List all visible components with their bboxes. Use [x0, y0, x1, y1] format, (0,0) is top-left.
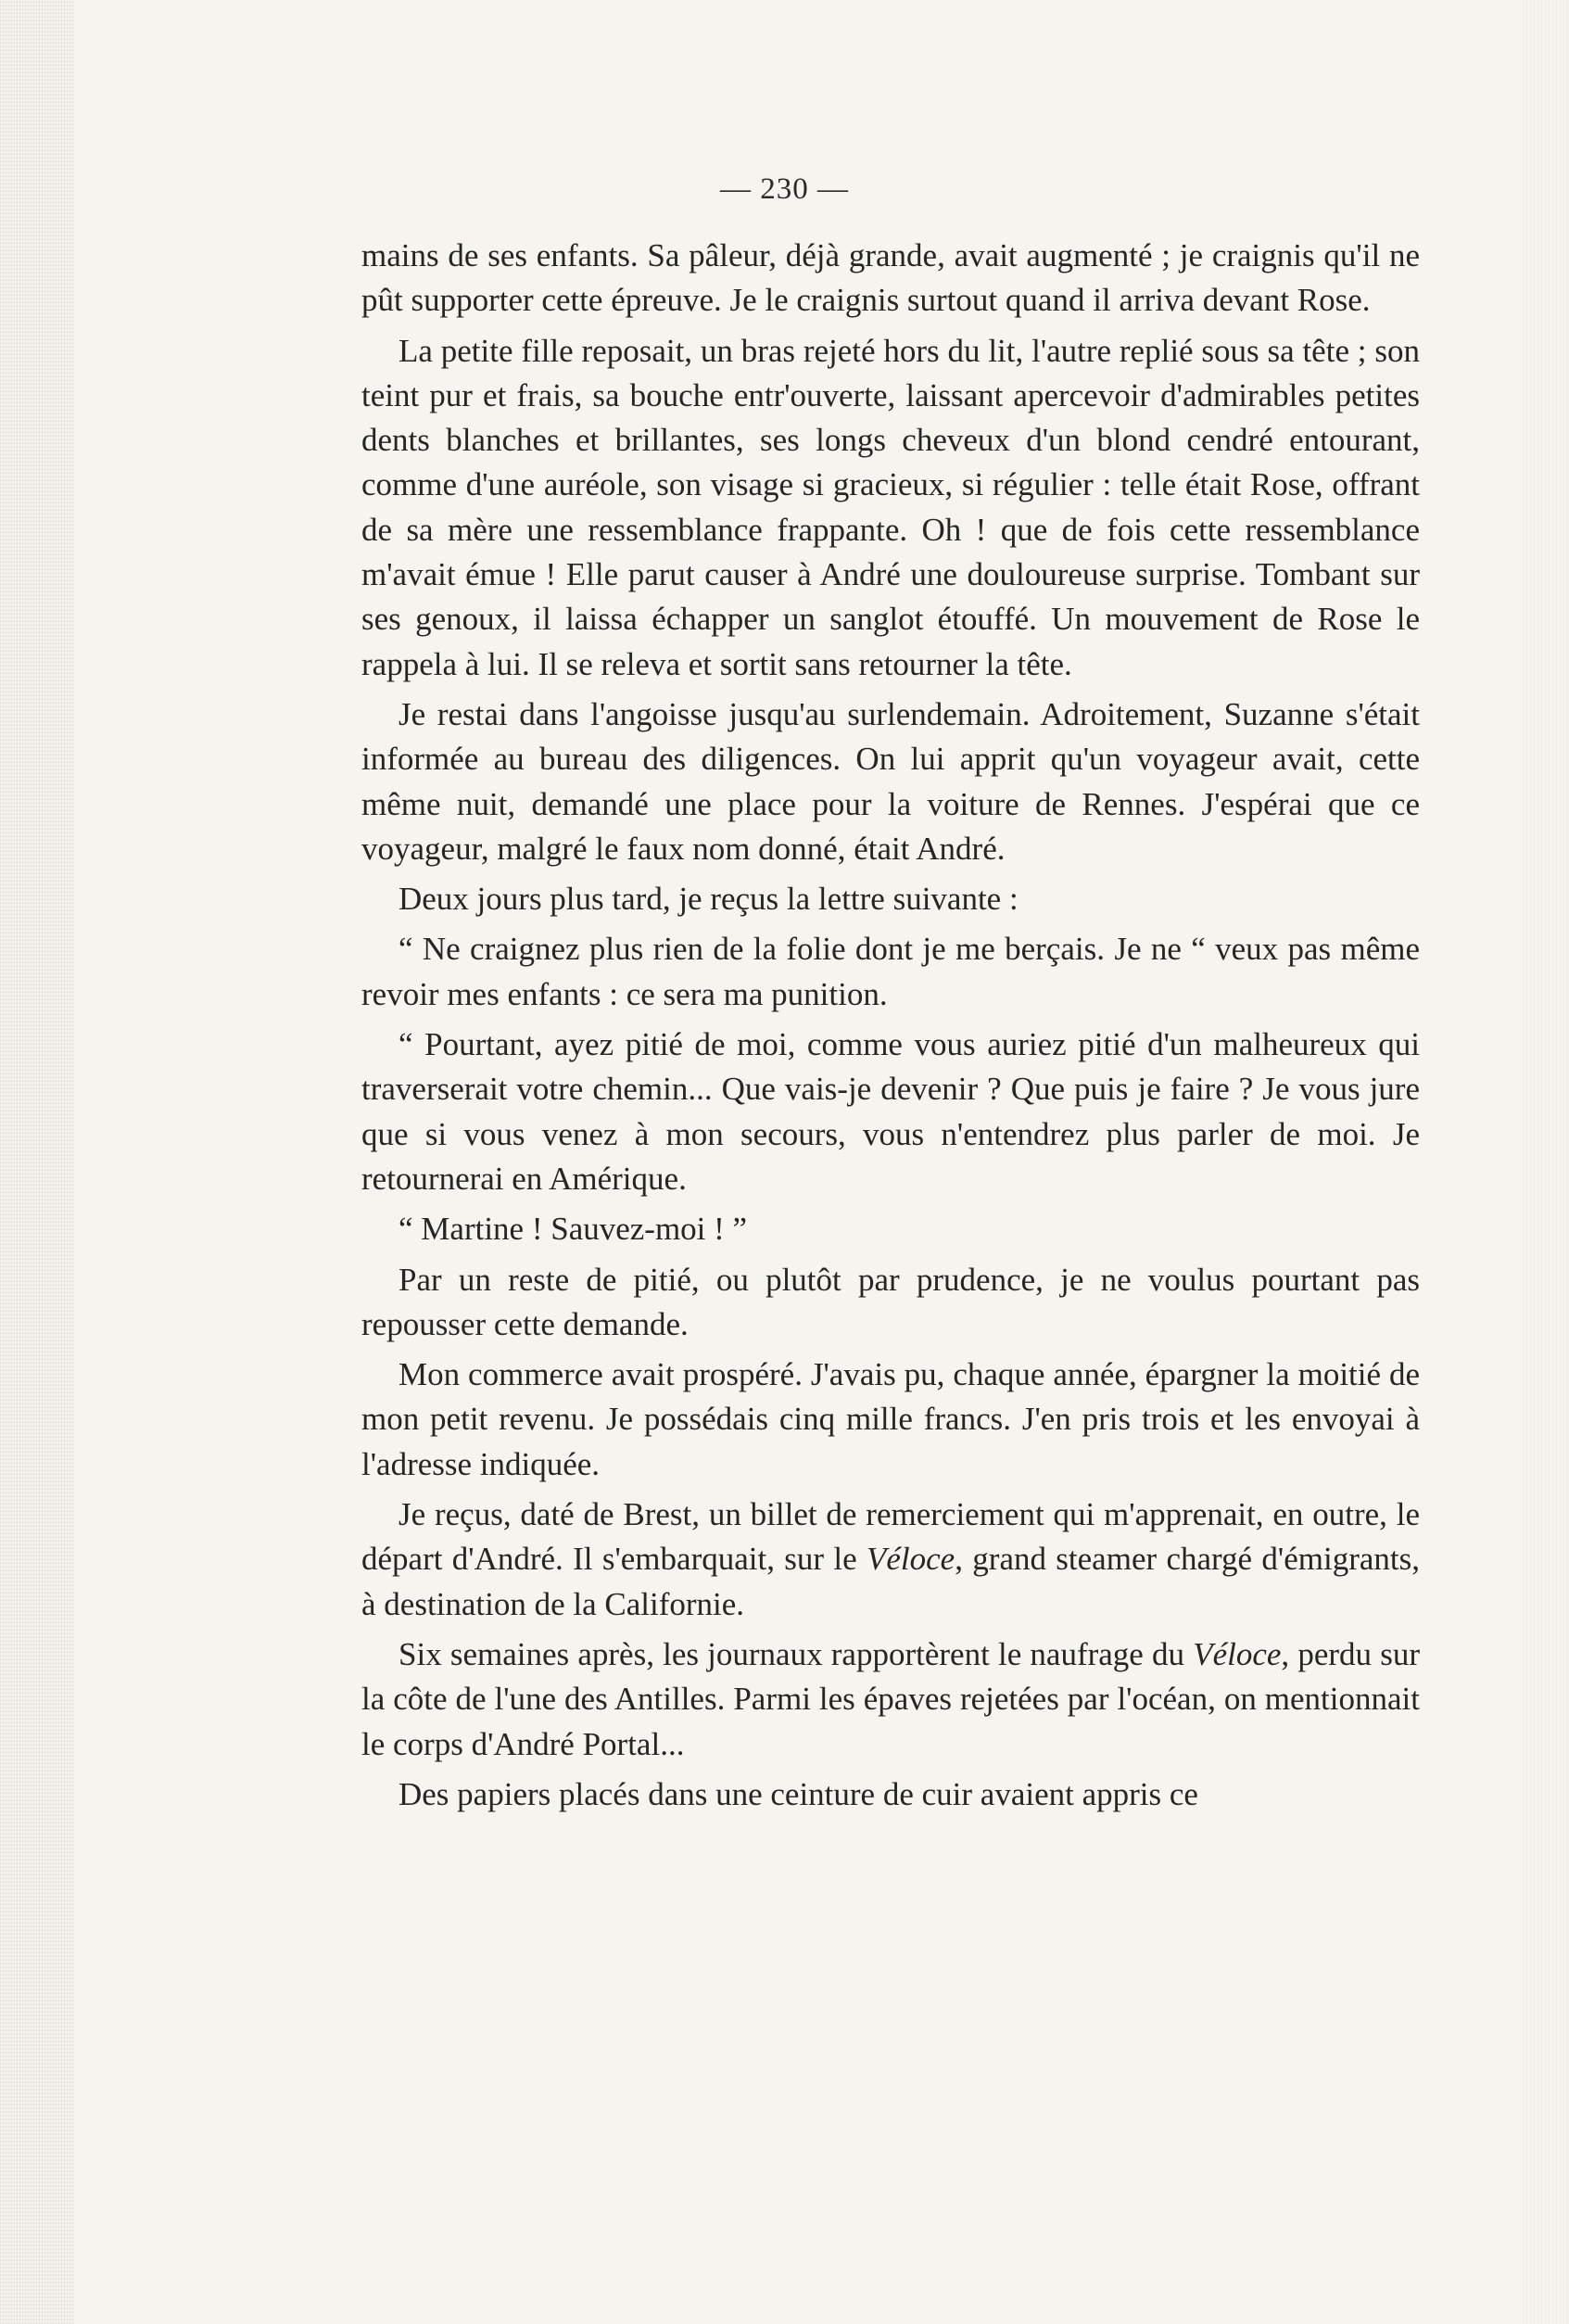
letter-paragraph: “ Pourtant, ayez pitié de moi, comme vous auriez pitié d'un malheureux qui traverserait votre chemin... Que vais-je devenir ? Que puis je faire ? Je vous jure que si vous venez à mon secours, vous n'entendrez plus parler de moi. Je retournerai en Amérique. [361, 1026, 1420, 1197]
paragraph: mains de ses enfants. Sa pâleur, déjà grande, avait augmenté ; je craignis qu'il ne pût supporter cette épreuve. Je le craignis surtout quand il arriva devant Rose. [361, 237, 1420, 319]
paragraph: Deux jours plus tard, je reçus la lettre suivante : [399, 881, 1019, 918]
body-text [361, 234, 1420, 1822]
ship-name: Véloce [866, 1541, 955, 1578]
paragraph: Je reçus, daté de Brest, un billet de remerciement qui m'apprenait, en outre, le départ d'André. Il s'embarquait, sur le Véloce, grand steamer chargé d'émigrants, à destination de la Californie. [361, 1496, 1420, 1622]
ship-name: Véloce [1193, 1635, 1282, 1672]
paragraph: Par un reste de pitié, ou plutôt par prudence, je ne voulus pourtant pas repousser cette demande. [361, 1261, 1420, 1342]
paragraph: La petite fille reposait, un bras rejeté hors du lit, l'autre replié sous sa tête ; son teint pur et frais, sa bouche entr'ouverte, laissant apercevoir d'admirables petites dents blanches et brillantes, ses longs cheveux d'un blond cendré entourant, comme d'une auréole, son visage si gracieux, si régulier : telle était Rose, offrant de sa mère une ressemblance frappante. Oh ! que de fois cette ressemblance m'avait émue ! Elle parut causer à André une douloureuse surprise. Tombant sur ses genoux, il laissa échapper un sanglot étouffé. Un mouvement de Rose le rappela à lui. Il se releva et sortit sans retourner la tête. [361, 332, 1420, 682]
page-number: — 230 — [720, 172, 849, 206]
paragraph: Je restai dans l'angoisse jusqu'au surlendemain. Adroitement, Suzanne s'était informée au bureau des diligences. On lui apprit qu'un voyageur avait, cette même nuit, demandé une place pour la voiture de Rennes. J'espérai que ce voyageur, malgré le faux nom donné, était André. [361, 695, 1420, 867]
paragraph: Des papiers placés dans une ceinture de cuir avaient appris ce [399, 1775, 1198, 1812]
paragraph: Six semaines après, les journaux rapportèrent le naufrage du Véloce, perdu sur la côte de l'une des Antilles. Parmi les épaves rejetées par l'océan, on mentionnait le corps d'André Portal... [361, 1635, 1420, 1762]
paragraph: Mon commerce avait prospéré. J'avais pu, chaque année, épargner la moitié de mon petit revenu. Je possédais cinq mille francs. J'en pris trois et les envoyai à l'adresse indiquée. [361, 1356, 1420, 1482]
letter-paragraph: “ Ne craignez plus rien de la folie dont je me berçais. Je ne “ veux pas même revoir mes enfants : ce sera ma punition. [361, 931, 1420, 1012]
letter-paragraph: “ Martine ! Sauvez-moi ! ” [399, 1211, 748, 1248]
